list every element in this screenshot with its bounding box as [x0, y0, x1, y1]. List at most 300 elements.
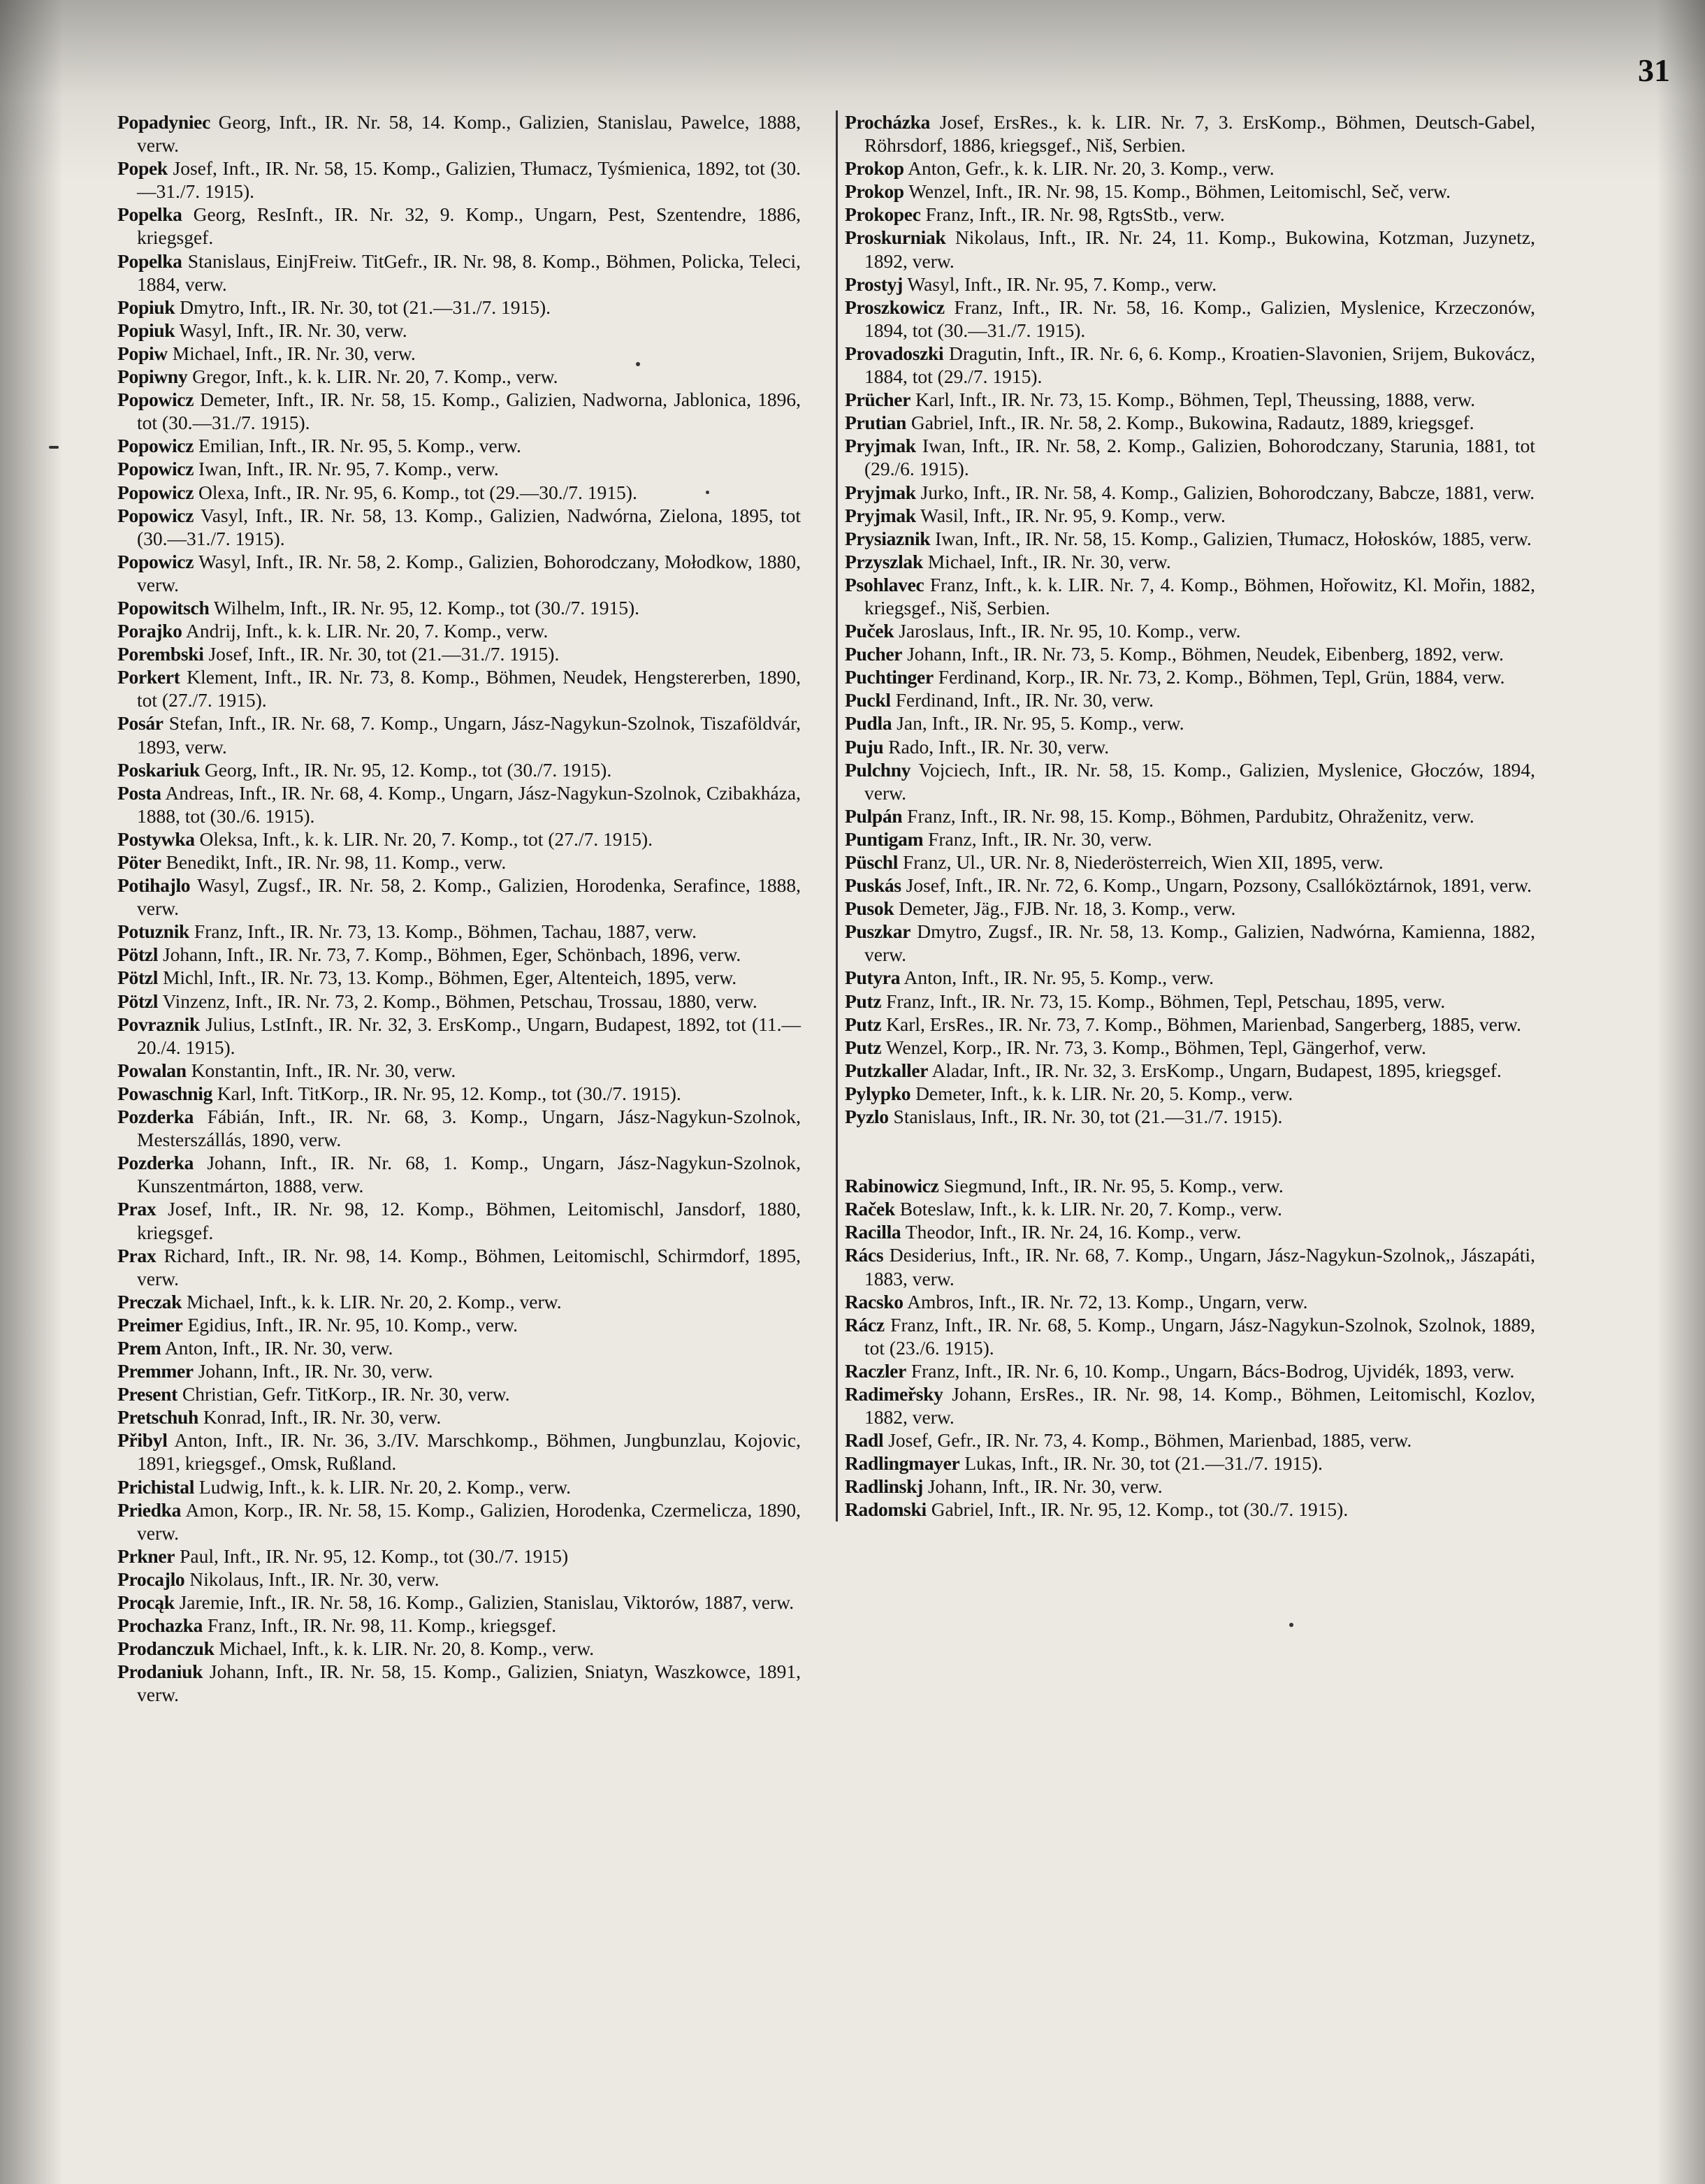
register-entry: [845, 1082, 1535, 1105]
entry-details: Vojciech, Inft., IR. Nr. 58, 15. Komp., Galizien, Myslenice, Głoczów, 1894, verw.: [864, 758, 1535, 804]
entry-surname: Prostyj: [845, 273, 903, 295]
entry-surname: Radimeřsky: [845, 1382, 943, 1405]
entry-details: Johann, Inft., IR. Nr. 73, 7. Komp., Böhmen, Eger, Schönbach, 1896, verw.: [158, 943, 741, 966]
entry-details: Franz, Inft., IR. Nr. 98, RgtsStb., verw.: [920, 203, 1225, 226]
entry-surname: Prichistal: [117, 1475, 195, 1498]
register-entry: [845, 897, 1535, 920]
entry-surname: Püschl: [845, 851, 899, 873]
register-entry: [845, 180, 1535, 203]
entry-surname: Prokop: [845, 157, 904, 180]
register-entry: [845, 619, 1535, 642]
register-entry: [845, 1105, 1535, 1128]
register-entry: [845, 688, 1535, 711]
entry-details: Emilian, Inft., IR. Nr. 95, 5. Komp., verw.: [194, 435, 521, 457]
entry-surname: Popiw: [117, 342, 168, 364]
register-entry: [117, 342, 801, 365]
entry-surname: Procajlo: [117, 1568, 185, 1590]
register-entry: [845, 874, 1535, 897]
register-entry: [845, 573, 1535, 619]
entry-details: Jaremie, Inft., IR. Nr. 58, 16. Komp., Galizien, Stanislau, Viktorów, 1887, verw.: [174, 1591, 795, 1613]
entry-surname: Poskariuk: [117, 758, 201, 781]
entry-surname: Prokopec: [845, 203, 921, 226]
register-entry: [117, 296, 801, 319]
entry-details: Michael, Inft., IR. Nr. 30, verw.: [167, 342, 416, 364]
register-entry: [845, 388, 1535, 411]
entry-surname: Popelka: [117, 250, 182, 272]
entry-details: Franz, Inft., IR. Nr. 73, 13. Komp., Böhmen, Tachau, 1887, verw.: [189, 920, 697, 943]
register-entry: [117, 758, 801, 781]
entry-details: Jurko, Inft., IR. Nr. 58, 4. Komp., Galizien, Bohorodczany, Babcze, 1881, verw.: [915, 481, 1535, 503]
entry-details: Egidius, Inft., IR. Nr. 95, 10. Komp., verw.: [182, 1313, 518, 1336]
register-entry: [845, 273, 1535, 296]
register-entry: [117, 157, 801, 203]
entry-details: Karl, Inft., IR. Nr. 73, 15. Komp., Böhmen, Tepl, Theussing, 1888, verw.: [910, 389, 1476, 411]
register-entry: [117, 1244, 801, 1290]
entry-surname: Přibyl: [117, 1429, 168, 1452]
register-entry: [117, 1313, 801, 1336]
register-entry: [845, 642, 1535, 665]
entry-surname: Proskurniak: [845, 226, 946, 249]
entry-details: Wasyl, Zugsf., IR. Nr. 58, 2. Komp., Galizien, Horodenka, Serafince, 1888, verw.: [137, 874, 801, 920]
entry-surname: Posta: [117, 781, 161, 804]
entry-surname: Puckl: [845, 689, 891, 711]
entry-details: Michael, Inft., k. k. LIR. Nr. 20, 2. Komp., verw.: [182, 1290, 562, 1312]
register-entry: [845, 1197, 1535, 1220]
register-entry: [117, 1105, 801, 1151]
entry-details: Georg, Inft., IR. Nr. 58, 14. Komp., Galizien, Stanislau, Pawelce, 1888, verw.: [137, 111, 801, 157]
entry-details: Lukas, Inft., IR. Nr. 30, tot (21.—31./7. 1915).: [959, 1452, 1323, 1475]
entry-surname: Pryjmak: [845, 504, 916, 526]
entry-details: Johann, ErsRes., IR. Nr. 98, 14. Komp., Böhmen, Leitomischl, Kozlov, 1882, verw.: [864, 1382, 1535, 1429]
entry-details: Dmytro, Zugsf., IR. Nr. 58, 13. Komp., Galizien, Nadwórna, Kamienna, 1882, verw.: [864, 920, 1535, 966]
entry-surname: Przyszlak: [845, 550, 923, 572]
entry-details: Konrad, Inft., IR. Nr. 30, verw.: [198, 1406, 442, 1429]
register-entry: [845, 735, 1535, 758]
entry-surname: Prutian: [845, 412, 907, 434]
entry-surname: Pryjmak: [845, 481, 916, 503]
entry-surname: Prax: [117, 1198, 157, 1220]
entry-details: Benedikt, Inft., IR. Nr. 98, 11. Komp., verw.: [161, 851, 507, 873]
entry-surname: Pylypko: [845, 1082, 911, 1104]
print-speck: [1289, 1623, 1293, 1627]
entry-surname: Popowicz: [117, 504, 194, 526]
register-entry: [117, 504, 801, 550]
entry-surname: Radlingmayer: [845, 1452, 960, 1475]
register-entry: [117, 851, 801, 874]
entry-details: Josef, Inft., IR. Nr. 72, 6. Komp., Ungarn, Pozsony, Csallóköztárnok, 1891, verw.: [901, 874, 1532, 897]
entry-surname: Pulpán: [845, 804, 903, 827]
entry-surname: Prücher: [845, 389, 911, 411]
entry-details: Dragutin, Inft., IR. Nr. 6, 6. Komp., Kroatien-Slavonien, Srijem, Bukovácz, 1884, tot (29./7. 1915).: [864, 342, 1535, 388]
entry-surname: Pötzl: [117, 967, 159, 989]
register-entry: [117, 1660, 801, 1706]
entry-surname: Pucher: [845, 643, 903, 665]
entry-surname: Puček: [845, 620, 894, 642]
register-entry: [845, 711, 1535, 735]
register-entry: [845, 527, 1535, 550]
entry-details: Stanislaus, EinjFreiw. TitGefr., IR. Nr. 98, 8. Komp., Böhmen, Policka, Teleci, 1884, verw.: [137, 250, 801, 295]
register-entry: [117, 1614, 801, 1637]
register-entry: [845, 1290, 1535, 1313]
entry-surname: Priedka: [117, 1498, 182, 1521]
entry-surname: Porkert: [117, 666, 180, 688]
entry-details: Klement, Inft., IR. Nr. 73, 8. Komp., Böhmen, Neudek, Hengstererben, 1890, tot (27./7. 1915).: [137, 666, 801, 711]
entry-surname: Popiuk: [117, 296, 175, 318]
register-entry: [845, 1452, 1535, 1475]
register-entry: [117, 365, 801, 388]
entry-details: Anton, Inft., IR. Nr. 95, 5. Komp., verw.: [900, 967, 1214, 989]
entry-surname: Posár: [117, 712, 164, 735]
entry-details: Jan, Inft., IR. Nr. 95, 5. Komp., verw.: [892, 712, 1184, 735]
entry-details: Wasyl, Inft., IR. Nr. 95, 7. Komp., verw.: [902, 273, 1217, 295]
entry-surname: Pusok: [845, 897, 894, 920]
entry-surname: Procąk: [117, 1591, 175, 1613]
entry-details: Iwan, Inft., IR. Nr. 58, 15. Komp., Galizien, Tłumacz, Hołosków, 1885, verw.: [930, 527, 1532, 549]
register-entry: [845, 342, 1535, 388]
entry-surname: Pötzl: [117, 943, 159, 966]
entry-surname: Popiuk: [117, 319, 175, 341]
entry-details: Theodor, Inft., IR. Nr. 24, 16. Komp., verw.: [901, 1221, 1242, 1243]
register-entry: [117, 920, 801, 943]
entry-details: Johann, Inft., IR. Nr. 58, 15. Komp., Galizien, Sniatyn, Waszkowce, 1891, verw.: [137, 1661, 801, 1706]
entry-details: Franz, Inft., IR. Nr. 6, 10. Komp., Ungarn, Bács-Bodrog, Ujvidék, 1893, verw.: [906, 1359, 1515, 1382]
register-entry: [117, 434, 801, 457]
register-entry: [845, 966, 1535, 989]
register-entry: [845, 1174, 1535, 1197]
right-column: [836, 110, 1535, 1521]
entry-surname: Present: [117, 1383, 177, 1405]
register-entry: [117, 1568, 801, 1591]
register-entry: [845, 758, 1535, 804]
entry-surname: Popowicz: [117, 458, 194, 480]
register-entry: [117, 481, 801, 504]
entry-details: Johann, Inft., IR. Nr. 73, 5. Komp., Böhmen, Neudek, Eibenberg, 1892, verw.: [902, 643, 1504, 665]
entry-surname: Putz: [845, 1036, 882, 1058]
entry-surname: Putz: [845, 1013, 882, 1035]
entry-surname: Pöter: [117, 851, 161, 873]
entry-surname: Popowitsch: [117, 596, 210, 619]
entry-surname: Pozderka: [117, 1152, 194, 1174]
register-entry: [845, 827, 1535, 851]
entry-surname: Putz: [845, 990, 882, 1012]
entry-details: Rado, Inft., IR. Nr. 30, verw.: [883, 735, 1110, 758]
entry-details: Josef, ErsRes., k. k. LIR. Nr. 7, 3. ErsKomp., Böhmen, Deutsch-Gabel, Röhrsdorf, 1886, kriegsgef., Niš, Serbien.: [864, 111, 1535, 157]
entry-surname: Radlinskj: [845, 1475, 923, 1498]
page-number: 31: [1638, 52, 1670, 88]
entry-details: Olexa, Inft., IR. Nr. 95, 6. Komp., tot (29.—30./7. 1915).: [194, 481, 637, 503]
entry-surname: Puntigam: [845, 827, 924, 850]
entry-details: Wenzel, Inft., IR. Nr. 98, 15. Komp., Böhmen, Leitomischl, Seč, verw.: [904, 180, 1451, 203]
register-entry: [117, 1336, 801, 1359]
entry-details: Stanislaus, Inft., IR. Nr. 30, tot (21.—31./7. 1915).: [888, 1106, 1283, 1128]
register-entry: [117, 711, 801, 758]
entry-surname: Puchtinger: [845, 666, 934, 688]
entry-surname: Prax: [117, 1244, 157, 1266]
entry-details: Georg, Inft., IR. Nr. 95, 12. Komp., tot (30./7. 1915).: [200, 758, 612, 781]
entry-details: Franz, Inft., IR. Nr. 68, 5. Komp., Ungarn, Jász-Nagykun-Szolnok, Szolnok, 1889, tot (23./6. 1915).: [864, 1313, 1535, 1359]
register-entry: [845, 1059, 1535, 1082]
entry-details: Johann, Inft., IR. Nr. 30, verw.: [193, 1360, 433, 1382]
entry-details: Josef, Gefr., IR. Nr. 73, 4. Komp., Böhmen, Marienbad, 1885, verw.: [883, 1429, 1412, 1452]
right-column-r-entries: [845, 1174, 1535, 1521]
register-entry: [845, 1036, 1535, 1059]
entry-surname: Pryjmak: [845, 435, 916, 457]
print-speck: [636, 362, 640, 366]
entry-surname: Preimer: [117, 1313, 183, 1336]
entry-surname: Psohlavec: [845, 573, 924, 595]
entry-details: Nikolaus, Inft., IR. Nr. 30, verw.: [184, 1568, 440, 1590]
entry-surname: Popelka: [117, 203, 182, 226]
register-entry: [845, 226, 1535, 272]
entry-details: Nikolaus, Inft., IR. Nr. 24, 11. Komp., Bukowina, Kotzman, Juzynetz, 1892, verw.: [864, 226, 1535, 272]
entry-surname: Popek: [117, 157, 168, 180]
register-entry: [117, 943, 801, 966]
entry-surname: Puszkar: [845, 920, 911, 943]
entry-surname: Putzkaller: [845, 1059, 929, 1081]
entry-details: Gabriel, Inft., IR. Nr. 95, 12. Komp., tot (30./7. 1915).: [926, 1498, 1349, 1521]
entry-surname: Preczak: [117, 1290, 182, 1312]
entry-details: Ferdinand, Inft., IR. Nr. 30, verw.: [890, 689, 1154, 711]
entry-surname: Potihajlo: [117, 874, 191, 897]
entry-surname: Racilla: [845, 1221, 901, 1243]
entry-surname: Popowicz: [117, 550, 194, 572]
entry-details: Dmytro, Inft., IR. Nr. 30, tot (21.—31./7. 1915).: [175, 296, 551, 318]
entry-details: Vinzenz, Inft., IR. Nr. 73, 2. Komp., Böhmen, Petschau, Trossau, 1880, verw.: [158, 990, 757, 1012]
entry-surname: Prokop: [845, 180, 904, 203]
entry-surname: Rabinowicz: [845, 1175, 939, 1197]
register-entry: [117, 1429, 801, 1475]
entry-details: Konstantin, Inft., IR. Nr. 30, verw.: [186, 1059, 456, 1081]
register-entry: [845, 504, 1535, 527]
register-entry: [117, 642, 801, 665]
entry-details: Gregor, Inft., k. k. LIR. Nr. 20, 7. Komp., verw.: [187, 366, 558, 388]
register-entry: [845, 851, 1535, 874]
right-column-p-entries: [845, 110, 1535, 1128]
entry-surname: Proszkowicz: [845, 296, 945, 318]
register-entry: [117, 1059, 801, 1082]
register-entry: [117, 1013, 801, 1059]
register-entry: [117, 827, 801, 851]
left-column: [117, 110, 801, 1706]
entry-details: Michael, Inft., k. k. LIR. Nr. 20, 8. Komp., verw.: [214, 1637, 595, 1660]
register-entry: [845, 1498, 1535, 1521]
entry-surname: Rács: [845, 1244, 884, 1266]
entry-details: Anton, Inft., IR. Nr. 30, verw.: [161, 1336, 393, 1359]
entry-surname: Popowicz: [117, 389, 194, 411]
entry-surname: Pozderka: [117, 1106, 194, 1128]
entry-details: Michael, Inft., IR. Nr. 30, verw.: [922, 550, 1171, 572]
register-entry: [117, 1082, 801, 1105]
register-entry: [117, 1359, 801, 1382]
register-entry: [845, 1359, 1535, 1382]
entry-details: Amon, Korp., IR. Nr. 58, 15. Komp., Galizien, Horodenka, Czermelicza, 1890, verw.: [137, 1498, 801, 1544]
register-entry: [845, 1313, 1535, 1359]
register-entry: [117, 1151, 801, 1197]
register-entry: [117, 1475, 801, 1498]
entry-details: Stefan, Inft., IR. Nr. 68, 7. Komp., Ungarn, Jász-Nagykun-Szolnok, Tiszaföldvár, 1893, verw.: [137, 712, 801, 758]
entry-surname: Raček: [845, 1198, 895, 1220]
register-entry: [845, 203, 1535, 226]
register-entry: [845, 411, 1535, 434]
entry-details: Anton, Inft., IR. Nr. 36, 3./IV. Marschkomp., Böhmen, Jungbunzlau, Kojovic, 1891, kriegsgef., Omsk, Rußland.: [137, 1429, 801, 1475]
register-entry: [117, 781, 801, 827]
entry-details: Fábián, Inft., IR. Nr. 68, 3. Komp., Ungarn, Jász-Nagykun-Szolnok, Mesterszállás, 1890, verw.: [137, 1106, 801, 1151]
entry-surname: Porembski: [117, 643, 204, 665]
entry-surname: Popadyniec: [117, 111, 210, 133]
register-entry: [845, 157, 1535, 180]
register-entry: [845, 1220, 1535, 1243]
entry-details: Franz, Inft., k. k. LIR. Nr. 7, 4. Komp., Böhmen, Hořowitz, Kl. Mořin, 1882, kriegsgef., Niš, Serbien.: [864, 573, 1535, 619]
entry-details: Iwan, Inft., IR. Nr. 95, 7. Komp., verw.: [194, 458, 499, 480]
register-entry: [117, 319, 801, 342]
register-entry: [845, 1013, 1535, 1036]
entry-details: Demeter, Jäg., FJB. Nr. 18, 3. Komp., verw.: [894, 897, 1236, 920]
register-entry: [845, 1475, 1535, 1498]
register-entry: [117, 250, 801, 296]
entry-details: Wasil, Inft., IR. Nr. 95, 9. Komp., verw.: [915, 504, 1226, 526]
entry-surname: Putyra: [845, 967, 901, 989]
entry-surname: Pyzlo: [845, 1106, 889, 1128]
entry-surname: Povraznik: [117, 1013, 200, 1035]
entry-details: Aladar, Inft., IR. Nr. 32, 3. ErsKomp., Ungarn, Budapest, 1895, kriegsgef.: [928, 1059, 1502, 1081]
register-entry: [117, 1290, 801, 1313]
entry-surname: Puskás: [845, 874, 901, 897]
entry-details: Johann, Inft., IR. Nr. 68, 1. Komp., Ungarn, Jász-Nagykun-Szolnok, Kunszentmárton, 1888, verw.: [137, 1152, 801, 1197]
entry-details: Demeter, Inft., IR. Nr. 58, 15. Komp., Galizien, Nadworna, Jablonica, 1896, tot (30.—31./7. 1915).: [137, 389, 801, 434]
entry-surname: Radomski: [845, 1498, 927, 1521]
entry-details: Michl, Inft., IR. Nr. 73, 13. Komp., Böhmen, Eger, Altenteich, 1895, verw.: [158, 967, 737, 989]
entry-surname: Prodanczuk: [117, 1637, 215, 1660]
entry-surname: Pretschuh: [117, 1406, 198, 1429]
entry-details: Andreas, Inft., IR. Nr. 68, 4. Komp., Ungarn, Jász-Nagykun-Szolnok, Czibakháza, 1888, tot (30./6. 1915).: [137, 781, 801, 827]
entry-details: Franz, Ul., UR. Nr. 8, Niederösterreich, Wien XII, 1895, verw.: [898, 851, 1384, 873]
print-speck: [706, 491, 709, 494]
entry-details: Ferdinand, Korp., IR. Nr. 73, 2. Komp., Böhmen, Tepl, Grün, 1884, verw.: [933, 666, 1505, 688]
register-entry: [845, 434, 1535, 480]
register-entry: [845, 1429, 1535, 1452]
register-entry: [117, 1382, 801, 1405]
entry-surname: Prem: [117, 1336, 161, 1359]
entry-details: Karl, ErsRes., IR. Nr. 73, 7. Komp., Böhmen, Marienbad, Sangerberg, 1885, verw.: [881, 1013, 1522, 1035]
entry-details: Josef, Inft., IR. Nr. 30, tot (21.—31./7. 1915).: [203, 643, 560, 665]
entry-surname: Prkner: [117, 1545, 175, 1567]
entry-surname: Popowicz: [117, 435, 194, 457]
register-entry: [845, 920, 1535, 966]
entry-surname: Pudla: [845, 712, 892, 735]
entry-surname: Raczler: [845, 1359, 906, 1382]
entry-details: Wilhelm, Inft., IR. Nr. 95, 12. Komp., tot (30./7. 1915).: [209, 596, 640, 619]
entry-surname: Powaschnig: [117, 1082, 213, 1104]
entry-details: Franz, Inft., IR. Nr. 98, 15. Komp., Böhmen, Pardubitz, Ohraženitz, verw.: [902, 804, 1474, 827]
register-entry: [117, 110, 801, 157]
entry-details: Franz, Inft., IR. Nr. 98, 11. Komp., kriegsgef.: [203, 1614, 557, 1637]
entry-details: Georg, ResInft., IR. Nr. 32, 9. Komp., Ungarn, Pest, Szentendre, 1886, kriegsgef.: [137, 203, 801, 249]
entry-details: Franz, Inft., IR. Nr. 30, verw.: [923, 827, 1152, 850]
register-entry: [117, 1405, 801, 1429]
entry-surname: Potuznik: [117, 920, 190, 943]
register-entry: [117, 1591, 801, 1614]
register-entry: [117, 1637, 801, 1660]
entry-details: Jaroslaus, Inft., IR. Nr. 95, 10. Komp., verw.: [894, 620, 1241, 642]
entry-details: Siegmund, Inft., IR. Nr. 95, 5. Komp., verw.: [938, 1175, 1284, 1197]
entry-details: Johann, Inft., IR. Nr. 30, verw.: [922, 1475, 1163, 1498]
print-speck: [49, 446, 59, 449]
register-entry: [845, 550, 1535, 573]
entry-details: Ambros, Inft., IR. Nr. 72, 13. Komp., Ungarn, verw.: [903, 1290, 1308, 1312]
entry-details: Franz, Inft., IR. Nr. 73, 15. Komp., Böhmen, Tepl, Petschau, 1895, verw.: [881, 990, 1446, 1012]
entry-details: Oleksa, Inft., k. k. LIR. Nr. 20, 7. Komp., tot (27./7. 1915).: [194, 827, 653, 850]
register-entry: [845, 1382, 1535, 1429]
register-entry: [117, 966, 801, 989]
register-entry: [117, 874, 801, 920]
register-entry: [117, 1545, 801, 1568]
entry-surname: Rácz: [845, 1313, 885, 1336]
entry-details: Iwan, Inft., IR. Nr. 58, 2. Komp., Galizien, Bohorodczany, Starunia, 1881, tot (29./6. 1915).: [864, 435, 1535, 480]
section-divider: [845, 1128, 1535, 1174]
entry-surname: Popowicz: [117, 481, 194, 503]
entry-details: Julius, LstInft., IR. Nr. 32, 3. ErsKomp., Ungarn, Budapest, 1892, tot (11.—20./4. 1915).: [137, 1013, 801, 1058]
register-entry: [845, 296, 1535, 342]
entry-surname: Porajko: [117, 620, 182, 642]
register-entry: [845, 804, 1535, 827]
entry-details: Josef, Inft., IR. Nr. 98, 12. Komp., Böhmen, Leitomischl, Jansdorf, 1880, kriegsgef.: [137, 1198, 801, 1243]
register-entry: [117, 990, 801, 1013]
entry-details: Gabriel, Inft., IR. Nr. 58, 2. Komp., Bukowina, Radautz, 1889, kriegsgef.: [906, 412, 1474, 434]
entry-surname: Racsko: [845, 1290, 904, 1312]
entry-details: Paul, Inft., IR. Nr. 95, 12. Komp., tot (30./7. 1915): [175, 1545, 569, 1567]
entry-surname: Popiwny: [117, 366, 188, 388]
entry-surname: Premmer: [117, 1360, 194, 1382]
entry-details: Anton, Gefr., k. k. LIR. Nr. 20, 3. Komp., verw.: [904, 157, 1275, 180]
register-entry: [845, 481, 1535, 504]
entry-surname: Prochazka: [117, 1614, 203, 1637]
register-entry: [117, 619, 801, 642]
entry-details: Franz, Inft., IR. Nr. 58, 16. Komp., Galizien, Myslenice, Krzeczonów, 1894, tot (30.—31./7. 1915).: [864, 296, 1535, 341]
register-entry: [117, 388, 801, 434]
entry-details: Boteslaw, Inft., k. k. LIR. Nr. 20, 7. Komp., verw.: [894, 1198, 1282, 1220]
register-entry: [117, 596, 801, 619]
register-entry: [117, 665, 801, 711]
entry-details: Wasyl, Inft., IR. Nr. 30, verw.: [175, 319, 407, 341]
register-entry: [845, 110, 1535, 157]
register-entry: [845, 665, 1535, 688]
entry-surname: Provadoszki: [845, 342, 944, 364]
register-entry: [117, 457, 801, 480]
entry-surname: Prodaniuk: [117, 1661, 203, 1683]
register-entry: [845, 1243, 1535, 1289]
entry-details: Wasyl, Inft., IR. Nr. 58, 2. Komp., Galizien, Bohorodczany, Mołodkow, 1880, verw.: [137, 550, 801, 595]
entry-surname: Radl: [845, 1429, 884, 1452]
entry-details: Vasyl, Inft., IR. Nr. 58, 13. Komp., Galizien, Nadwórna, Zielona, 1895, tot (30.—31./7. 1915).: [137, 504, 801, 549]
entry-surname: Powalan: [117, 1059, 187, 1081]
entry-surname: Pötzl: [117, 990, 159, 1012]
entry-details: Andrij, Inft., k. k. LIR. Nr. 20, 7. Komp., verw.: [182, 620, 549, 642]
entry-details: Josef, Inft., IR. Nr. 58, 15. Komp., Galizien, Tłumacz, Tyśmienica, 1892, tot (30.—31./7. 1915).: [137, 157, 801, 203]
register-entry: [117, 1197, 801, 1243]
entry-surname: Postywka: [117, 827, 195, 850]
entry-details: Demeter, Inft., k. k. LIR. Nr. 20, 5. Komp., verw.: [910, 1082, 1293, 1104]
entry-surname: Prysiaznik: [845, 527, 931, 549]
entry-details: Karl, Inft. TitKorp., IR. Nr. 95, 12. Komp., tot (30./7. 1915).: [212, 1082, 681, 1104]
entry-details: Christian, Gefr. TitKorp., IR. Nr. 30, verw.: [177, 1383, 510, 1405]
register-entry: [117, 550, 801, 596]
register-entry: [117, 203, 801, 249]
entry-surname: Pulchny: [845, 758, 911, 781]
entry-surname: Procházka: [845, 111, 931, 133]
entry-details: Ludwig, Inft., k. k. LIR. Nr. 20, 2. Komp., verw.: [194, 1475, 572, 1498]
entry-details: Desiderius, Inft., IR. Nr. 68, 7. Komp., Ungarn, Jász-Nagykun-Szolnok,, Jászapáti, 1883, verw.: [864, 1244, 1535, 1289]
entry-surname: Puju: [845, 735, 884, 758]
